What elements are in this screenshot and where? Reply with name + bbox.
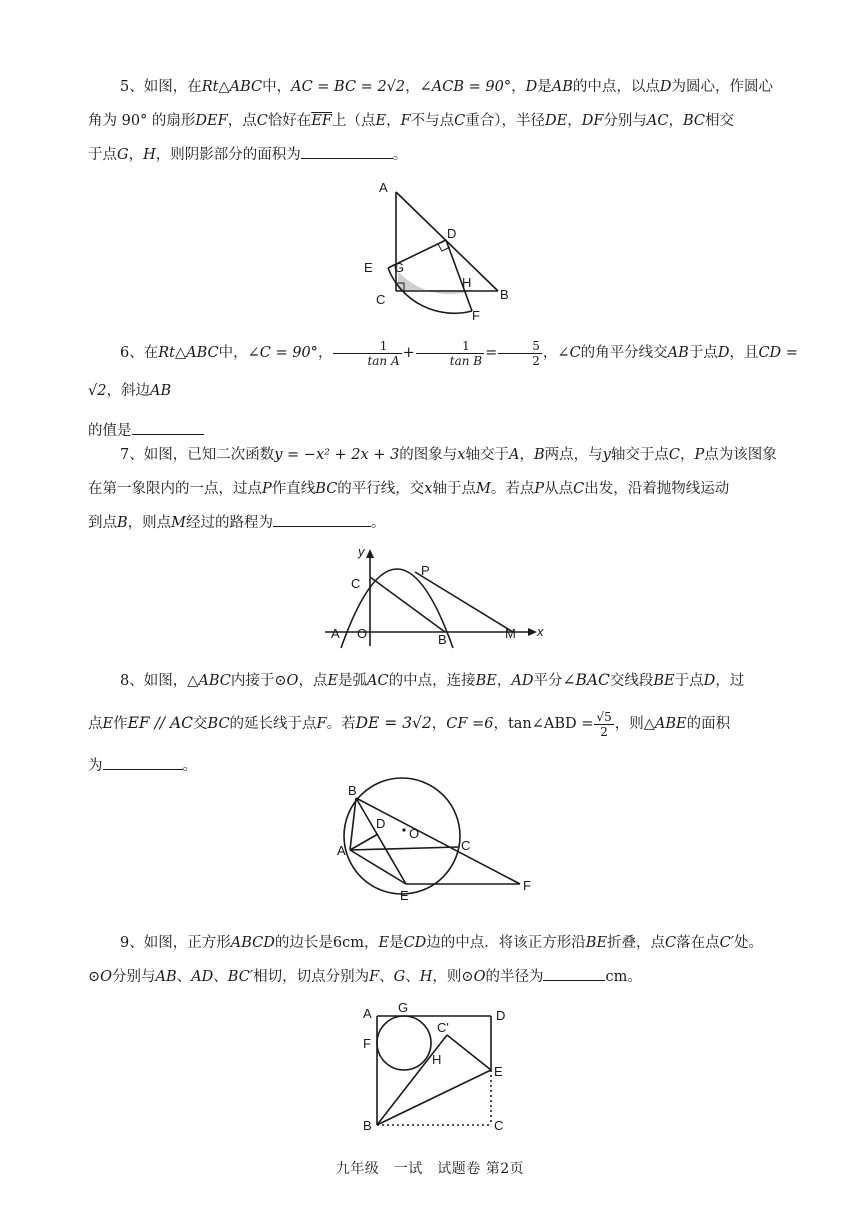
label-d: D	[447, 226, 457, 241]
q7-line-1: 7、如图，已知二次函数y = −x² + 2x + 3的图象与x轴交于A，B两点，与y轴交于点C，P点为该图象	[120, 447, 777, 463]
label-b: B	[500, 287, 509, 302]
x-axis-arrow	[528, 628, 537, 636]
question-9	[88, 926, 800, 994]
label-f: F	[523, 878, 531, 893]
label-d: D	[496, 1008, 506, 1023]
label-c: C	[376, 292, 386, 307]
page-footer: 九年级 一试 试题卷 第2页	[335, 1161, 525, 1177]
figure-q9	[355, 1000, 525, 1140]
label-b: B	[438, 632, 447, 647]
q9-line-2: ⊙O分别与AB、AD、BC′相切，切点分别为F、G、H，则⊙O的半径为 cm。	[88, 960, 800, 994]
label-e: E	[364, 260, 373, 275]
label-a: A	[379, 180, 388, 195]
label-g: G	[398, 1000, 409, 1015]
q6-line-1: 6、在Rt△ABC中，∠C = 90°， $\frac{1}{\text{tan A}}$ + $\frac{1}{\text{tan B}}$ = $\frac{5}{2}$ ，∠C的角平分线交AB于点D，且CD = √2，斜边AB	[88, 338, 798, 399]
q7-line-3: 到点B，则点M经过的路程为 。	[88, 506, 800, 540]
center-o	[402, 828, 405, 831]
answer-blank[interactable]	[103, 755, 183, 770]
label-h: H	[462, 275, 472, 290]
answer-blank[interactable]	[273, 512, 371, 527]
label-c: C	[461, 838, 471, 853]
q6-line-2: 的值是	[88, 414, 800, 448]
q8-line-2: 点E作EF // AC交BC的延长线于点F。若DE = 3√2，CF =6，tan∠ABD = $\frac{√5}{2}$ ，则△ABE的面积	[88, 709, 731, 739]
figure-q8	[330, 780, 545, 905]
y-axis-arrow	[366, 549, 374, 558]
circle-o	[377, 1016, 431, 1070]
question-8	[88, 660, 800, 786]
label-a: A	[331, 626, 340, 641]
fraction-1-tan-a: $\frac{1}{\text{tan A}}$	[333, 339, 401, 368]
q5-line-3: 于点G，H，则阴影部分的面积为 。	[88, 138, 800, 172]
answer-blank[interactable]	[132, 420, 204, 435]
label-e: E	[494, 1064, 503, 1079]
label-f: F	[472, 308, 480, 323]
segment-bc-prime	[377, 1035, 447, 1125]
label-e: E	[400, 888, 409, 903]
segment-c-prime-e	[447, 1035, 491, 1070]
fraction-1-tan-b: $\frac{1}{\text{tan B}}$	[416, 339, 484, 368]
question-5	[88, 70, 800, 172]
label-h: H	[432, 1052, 442, 1067]
label-a: A	[363, 1006, 372, 1021]
label-c: C	[494, 1118, 504, 1133]
label-c-prime: C'	[437, 1020, 449, 1035]
question-7	[88, 438, 800, 540]
label-x: x	[537, 624, 544, 639]
figure-q5	[350, 180, 530, 325]
q9-line-1: 9、如图，正方形ABCD的边长是6cm，E是CD边的中点．将该正方形沿BE折叠，点C落在点C′处。	[120, 935, 764, 951]
figure-q7	[325, 540, 550, 650]
label-b: B	[363, 1118, 372, 1133]
fold-line-be	[377, 1070, 491, 1125]
label-f: F	[363, 1036, 371, 1051]
question-6	[88, 334, 800, 448]
label-c: C	[351, 576, 361, 591]
fraction-sqrt5-2: $\frac{√5}{2}$	[596, 709, 612, 739]
label-y: y	[358, 544, 365, 559]
label-o: O	[357, 626, 368, 641]
line-pm	[415, 572, 513, 632]
label-p: P	[421, 563, 430, 578]
q7-line-2: 在第一象限内的一点，过点P作直线BC的平行线，交x轴于点M。若点P从点C出发，沿着抛物线运动	[88, 481, 730, 497]
segment-ad	[350, 834, 378, 850]
side-ac	[350, 847, 458, 850]
q5-line-1: 5、如图，在Rt△ABC中，AC = BC = 2√2，∠ACB = 90°，D是AB的中点，以点D为圆心，作圆心	[120, 79, 774, 95]
label-m: M	[505, 626, 516, 641]
q8-line-1: 8、如图，△ABC内接于⊙O，点E是弧AC的中点，连接BE，AD平分∠BAC交线段BE于点D，过	[120, 671, 745, 689]
label-d: D	[376, 816, 386, 831]
label-a: A	[337, 843, 346, 858]
fraction-5-2: $\frac{5}{2}$	[498, 339, 542, 368]
label-b: B	[348, 783, 357, 798]
label-g: G	[394, 260, 405, 275]
answer-blank[interactable]	[543, 966, 605, 981]
q5-line-2: 角为 90° 的扇形DEF，点C恰好在$\overline{EF}$上（点E，F不与点C重合），半径DE，DF分别与AC，BC相交	[88, 113, 734, 129]
q8-line-3: 为 。	[88, 746, 800, 786]
answer-blank[interactable]	[301, 144, 393, 159]
label-o: O	[409, 826, 420, 841]
segment-ae	[350, 850, 406, 884]
